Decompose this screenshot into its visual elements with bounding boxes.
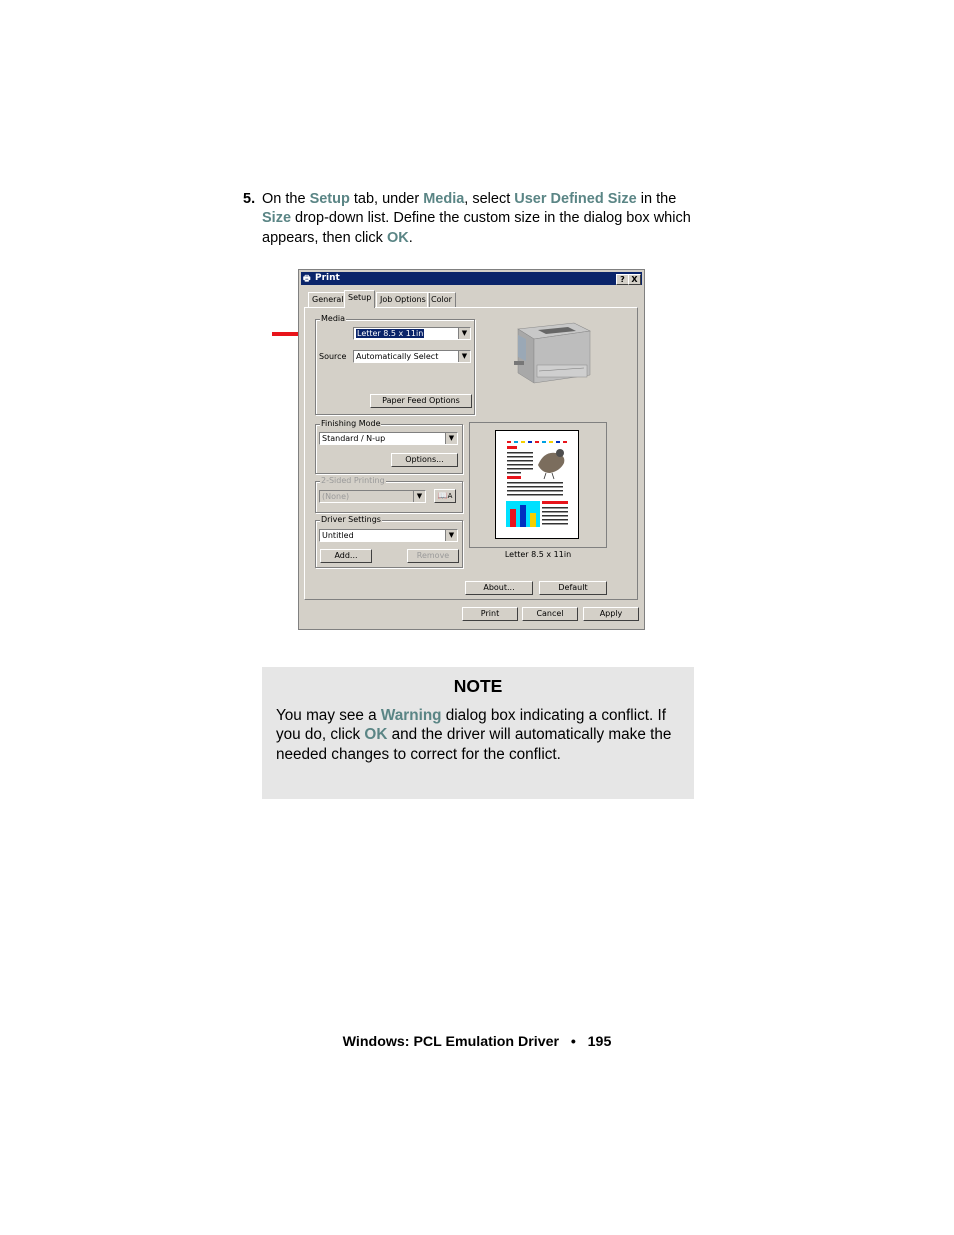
note-text (276, 706, 676, 764)
finishing-mode-label: Finishing Mode (321, 419, 381, 428)
apply-button[interactable]: Apply (583, 607, 639, 621)
cancel-button[interactable]: Cancel (522, 607, 578, 621)
printer-image (504, 321, 592, 390)
text-run: tab, under (349, 191, 424, 207)
keyword-media: Media (423, 191, 465, 207)
chevron-down-icon[interactable]: ▼ (458, 328, 470, 339)
booklet-letter: A (447, 492, 453, 500)
driver-settings-dropdown[interactable] (319, 529, 458, 542)
text-run: in the (636, 191, 677, 207)
keyword-ok: OK (386, 229, 409, 246)
text-run: and the driver will automatically make the needed changes to correct for the conflict. (276, 726, 672, 763)
step-text (262, 190, 733, 248)
text-run: dialog box indicating a conflict. If you do, click (276, 707, 667, 744)
help-button[interactable]: ? (616, 274, 629, 285)
two-sided-dropdown[interactable] (319, 490, 426, 503)
text-run: You may see a (276, 707, 381, 724)
driver-settings-value: Untitled (322, 531, 354, 540)
paper-feed-options-button[interactable]: Paper Feed Options (370, 394, 472, 408)
add-button[interactable]: Add... (320, 549, 372, 563)
finishing-mode-value: Standard / N-up (322, 434, 386, 443)
keyword-warning: Warning (380, 707, 442, 724)
page-number: 195 (587, 1034, 612, 1050)
default-button[interactable]: Default (539, 581, 607, 595)
source-label: Source (319, 352, 347, 361)
remove-button[interactable]: Remove (407, 549, 459, 563)
tab-color[interactable]: Color (427, 292, 456, 308)
close-button[interactable]: X (628, 274, 641, 285)
dialog-title-bar (301, 272, 642, 285)
keyword-ok: OK (364, 726, 388, 744)
dialog-title: Print (315, 273, 340, 283)
book-icon: 📖 (437, 491, 448, 500)
page-footer (0, 1034, 954, 1050)
media-label: Media (321, 314, 346, 323)
printer-icon: 🖶 (303, 274, 311, 283)
source-dropdown[interactable] (353, 350, 471, 363)
text-run: , select (464, 191, 515, 207)
size-value: Letter 8.5 x 11in (357, 329, 424, 338)
keyword-user-defined-size: User Defined Size (514, 191, 637, 207)
chevron-down-icon[interactable]: ▼ (445, 433, 457, 444)
finishing-mode-dropdown[interactable] (319, 432, 458, 445)
two-sided-label: 2-Sided Printing (321, 476, 385, 485)
step-instruction (243, 190, 733, 248)
page-preview-graphic (496, 431, 578, 538)
two-sided-value: (None) (322, 492, 350, 501)
page-preview (495, 430, 579, 539)
print-button[interactable]: Print (462, 607, 518, 621)
chevron-down-icon[interactable]: ▼ (413, 491, 425, 502)
note-title: NOTE (453, 676, 503, 696)
chevron-down-icon[interactable]: ▼ (458, 351, 470, 362)
text-run: On the (262, 191, 310, 207)
text-run: drop-down list. Define the custom size in the dialog box which appears, then click (262, 210, 691, 246)
size-dropdown[interactable] (353, 327, 471, 340)
note-box (262, 667, 694, 799)
tab-general[interactable]: General (308, 292, 348, 308)
tab-job-options[interactable]: Job Options (376, 292, 430, 308)
step-number: 5. (243, 191, 256, 207)
preview-caption: Letter 8.5 x 11in (504, 550, 572, 559)
keyword-size: Size (262, 210, 292, 227)
tab-setup[interactable]: Setup (344, 290, 375, 308)
chevron-down-icon[interactable]: ▼ (445, 530, 457, 541)
booklet-icon-button[interactable] (434, 489, 456, 503)
source-value: Automatically Select (356, 352, 439, 361)
footer-separator: • (570, 1034, 576, 1050)
text-run: . (408, 229, 413, 246)
keyword-setup: Setup (309, 191, 350, 207)
about-button[interactable]: About... (465, 581, 533, 595)
footer-section: Windows: PCL Emulation Driver (342, 1034, 560, 1050)
driver-settings-label: Driver Settings (321, 515, 381, 524)
finishing-options-button[interactable]: Options... (391, 453, 458, 467)
